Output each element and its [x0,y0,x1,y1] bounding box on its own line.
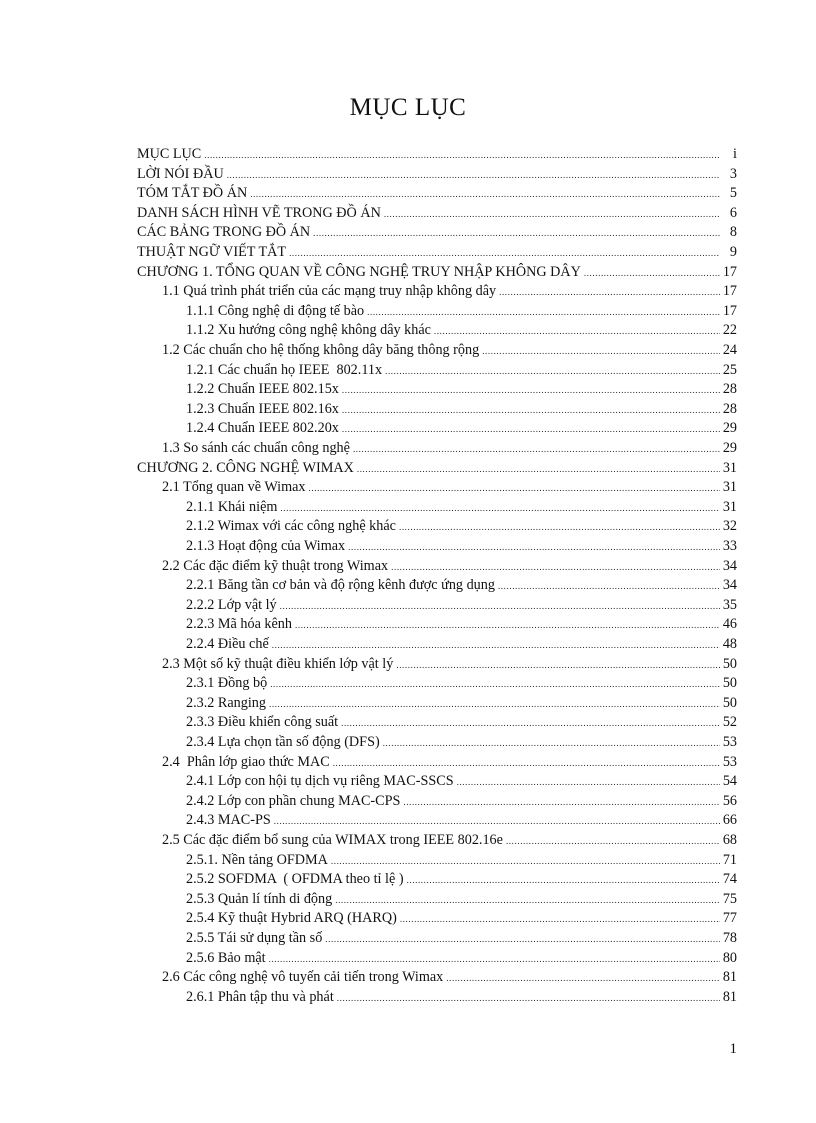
toc-entry-page: 9 [729,244,737,260]
toc-entry-label: 1.1 Quá trình phát triển của các mạng truy nhập không dây [162,283,497,300]
toc-entry-page: 6 [729,204,737,221]
toc-entry [162,556,737,576]
toc-entry-page: 81 [722,988,737,1005]
toc-entry-page: 48 [722,636,737,652]
dot-leader [270,674,720,694]
toc-entry [162,340,737,360]
toc-entry-label: 2.4.2 Lớp con phần chung MAC-CPS [186,792,401,809]
dot-leader [204,145,720,165]
toc-entry [186,810,737,830]
dot-leader [506,831,720,851]
toc-entry [186,889,737,909]
toc-entry-page: 74 [722,871,737,888]
page-title: MỤC LỤC [349,94,467,121]
toc-entry-label: 2.2.4 Điều chế [186,636,269,652]
toc-entry [162,830,737,850]
toc-entry-label: DANH SÁCH HÌNH VẼ TRONG ĐỒ ÁN [137,204,381,221]
toc-entry-page: 71 [722,851,737,868]
toc-entry-label: 2.3.2 Ranging [186,694,266,711]
dot-leader [331,851,720,871]
toc-entry [137,458,737,478]
toc-entry-page: 54 [722,773,737,790]
toc-entry-page: 34 [722,577,737,594]
toc-entry [186,771,737,791]
dot-leader [325,929,720,949]
toc-entry-label: CHƯƠNG 1. TỔNG QUAN VỀ CÔNG NGHỆ TRUY NHẬP KHÔNG DÂY [137,263,581,280]
toc-entry-page: 35 [722,596,737,613]
toc-entry-page: 46 [722,616,737,633]
toc-entry-label: 2.5.4 Kỹ thuật Hybrid ARQ (HARQ) [186,910,397,927]
toc-entry-label: 2.4 Phân lớp giao thức MAC [162,753,330,770]
toc-entry [162,477,737,497]
toc-entry-page: 50 [722,694,737,711]
toc-entry-page: 31 [722,479,737,496]
toc-entry-page: 68 [722,832,737,848]
toc-entry [186,320,737,340]
toc-entry [186,379,737,399]
toc-entry-label: 2.3 Một số kỹ thuật điều khiển lớp vật lý [162,655,394,672]
dot-leader [280,596,720,616]
toc-entry [186,301,737,321]
toc-entry [162,281,737,301]
dot-leader [399,517,720,537]
toc-entry-label: 2.5.2 SOFDMA ( OFDMA theo tỉ lệ ) [186,871,404,888]
toc-entry-label: LỜI NÓI ĐẦU [137,165,224,182]
toc-entry-label: 2.4.1 Lớp con hội tụ dịch vụ riêng MAC-SSCS [186,773,454,790]
toc-entry-page: 25 [722,361,737,378]
toc-entry-label: 2.2.1 Băng tần cơ bản và độ rộng kênh được ứng dụng [186,577,495,594]
toc-entry-page: 52 [722,714,737,731]
toc-entry [186,418,737,438]
toc-entry-page: 28 [722,381,737,398]
toc-entry [186,595,737,615]
toc-entry [186,614,737,634]
toc-entry-label: 2.1 Tổng quan về Wimax [162,479,306,496]
dot-leader [342,380,720,400]
toc-entry-page: 17 [722,302,737,319]
toc-entry-page: 29 [722,440,737,456]
toc-entry-label: 2.5 Các đặc điểm bổ sung của WIMAX trong IEEE 802.16e [162,832,503,848]
dot-leader [313,223,720,243]
toc-entry [162,438,737,458]
toc-entry-page: 3 [729,165,737,182]
toc-entry-label: 2.1.2 Wimax với các công nghệ khác [186,518,396,535]
toc-entry-page: 75 [722,890,737,907]
toc-entry-label: CÁC BẢNG TRONG ĐỒ ÁN [137,224,311,241]
dot-leader [348,537,720,557]
toc-entry-page: 50 [722,655,737,672]
dot-leader [272,635,720,655]
dot-leader [396,655,719,675]
dot-leader [385,361,720,381]
toc-entry-page: 5 [729,185,737,202]
toc-entry-page: 17 [722,263,737,280]
toc-entry-label: 2.5.5 Tái sử dụng tần số [186,930,323,946]
toc-entry [186,948,737,968]
toc-entry [137,203,737,223]
toc-entry-label: 1.2.4 Chuẩn IEEE 802.20x [186,420,339,437]
toc-entry-page: 32 [722,518,737,535]
toc-entry-page: 56 [722,792,737,809]
toc-entry [186,693,737,713]
toc-entry [137,144,737,164]
toc-entry-page: 53 [722,753,737,770]
dot-leader [446,968,720,988]
dot-leader [227,165,720,185]
toc-entry-page: 24 [722,342,737,358]
toc-entry-label: 1.2 Các chuẩn cho hệ thống không dây băng thông rộng [162,342,480,358]
dot-leader [482,341,720,361]
toc-entry [186,497,737,517]
toc-entry-label: 2.1.1 Khái niệm [186,498,278,515]
dot-leader [384,204,720,224]
toc-entry-label: TÓM TẮT ĐỒ ÁN [137,185,248,202]
dot-leader [391,557,720,577]
toc-entry-label: 1.2.2 Chuẩn IEEE 802.15x [186,381,339,398]
dot-leader [342,419,720,439]
toc-entry-label: 2.2.3 Mã hóa kênh [186,616,292,633]
toc-entry-page: 17 [722,283,737,300]
toc-entry-page: 50 [722,675,737,692]
dot-leader [403,792,719,812]
dot-leader [309,478,720,498]
dot-leader [295,615,720,635]
toc-entry [186,360,737,380]
toc-entry [186,908,737,928]
dot-leader [434,321,720,341]
dot-leader [250,184,720,204]
dot-leader [499,282,720,302]
toc-entry [162,654,737,674]
dot-leader [353,439,720,459]
toc-entry [186,732,737,752]
toc-entry [137,242,737,262]
dot-leader [337,988,720,1008]
toc-entry-label: 2.4.3 MAC-PS [186,812,271,829]
toc-entry-label: 2.3.3 Điều khiển công suất [186,714,339,731]
toc-entry [137,222,737,242]
dot-leader [367,302,720,322]
dot-leader [333,753,720,773]
toc-entry [186,928,737,948]
toc-entry [186,673,737,693]
toc-entry-label: 1.2.1 Các chuẩn họ IEEE 802.11x [186,361,383,378]
toc-entry-page: 81 [722,969,737,986]
toc-entry-page: 80 [722,949,737,966]
dot-leader [407,870,720,890]
toc-entry-page: 8 [729,224,737,241]
toc-entry-label: 2.6.1 Phân tập thu và phát [186,988,334,1005]
dot-leader [335,890,720,910]
toc-entry-page: 78 [722,930,737,946]
toc-entry-label: MỤC LỤC [137,146,202,162]
toc-entry-label: 2.5.3 Quản lí tính di động [186,890,333,907]
toc-entry [186,399,737,419]
toc-entry-label: 1.2.3 Chuẩn IEEE 802.16x [186,400,339,417]
dot-leader [289,243,720,263]
toc-entry [186,516,737,536]
dot-leader [457,772,720,792]
toc-entry-page: 66 [722,812,737,829]
toc-entry-label: 1.1.2 Xu hướng công nghệ không dây khác [186,322,431,339]
toc-entry-page: 29 [722,420,737,437]
dot-leader [400,909,720,929]
dot-leader [357,459,720,479]
toc-entry [186,575,737,595]
toc-entry [186,712,737,732]
toc-entry [186,850,737,870]
toc-entry [186,987,737,1007]
dot-leader [342,400,720,420]
toc-entry-page: 22 [722,322,737,339]
toc-entry-page: 31 [722,459,737,476]
toc-entry-page: 34 [722,557,737,574]
toc-entry-label: THUẬT NGỮ VIẾT TẮT [137,244,287,260]
dot-leader [269,694,720,714]
toc-entry-label: 2.3.4 Lựa chọn tần số động (DFS) [186,734,380,750]
toc-entry-label: 2.2 Các đặc điểm kỹ thuật trong Wimax [162,557,389,574]
toc-entry-page: 28 [722,400,737,417]
toc-entry-page: i [733,146,737,162]
toc-entry-label: 1.1.1 Công nghệ di động tế bào [186,302,365,319]
dot-leader [341,713,720,733]
dot-leader [498,576,720,596]
toc-entry [137,164,737,184]
toc-entry [162,967,737,987]
toc-entry-label: 2.5.6 Bảo mật [186,949,266,966]
toc-entry-label: 2.1.3 Hoạt động của Wimax [186,538,346,554]
page-number: 1 [729,1041,737,1057]
dot-leader [383,733,720,753]
toc-entry-page: 33 [722,538,737,554]
dot-leader [274,811,720,831]
toc-entry [186,536,737,556]
toc-entry [137,183,737,203]
toc-entry [162,752,737,772]
toc-entry-page: 53 [722,734,737,750]
toc-entry [186,634,737,654]
toc-entry-label: 2.2.2 Lớp vật lý [186,596,277,613]
toc-entry-page: 31 [722,498,737,515]
toc-entry [137,262,737,282]
dot-leader [280,498,719,518]
toc-entry [186,791,737,811]
toc-entry-page: 77 [722,910,737,927]
toc-entry-label: 2.6 Các công nghệ vô tuyến cải tiến trong Wimax [162,969,444,986]
dot-leader [269,949,720,969]
toc-entry [186,869,737,889]
toc-entry-label: 2.3.1 Đồng bộ [186,675,268,692]
toc-entry-label: 2.5.1. Nền tảng OFDMA [186,851,328,868]
dot-leader [584,263,720,283]
toc-entry-label: 1.3 So sánh các chuẩn công nghệ [162,440,350,456]
toc-entry-label: CHƯƠNG 2. CÔNG NGHỆ WIMAX [137,459,354,476]
